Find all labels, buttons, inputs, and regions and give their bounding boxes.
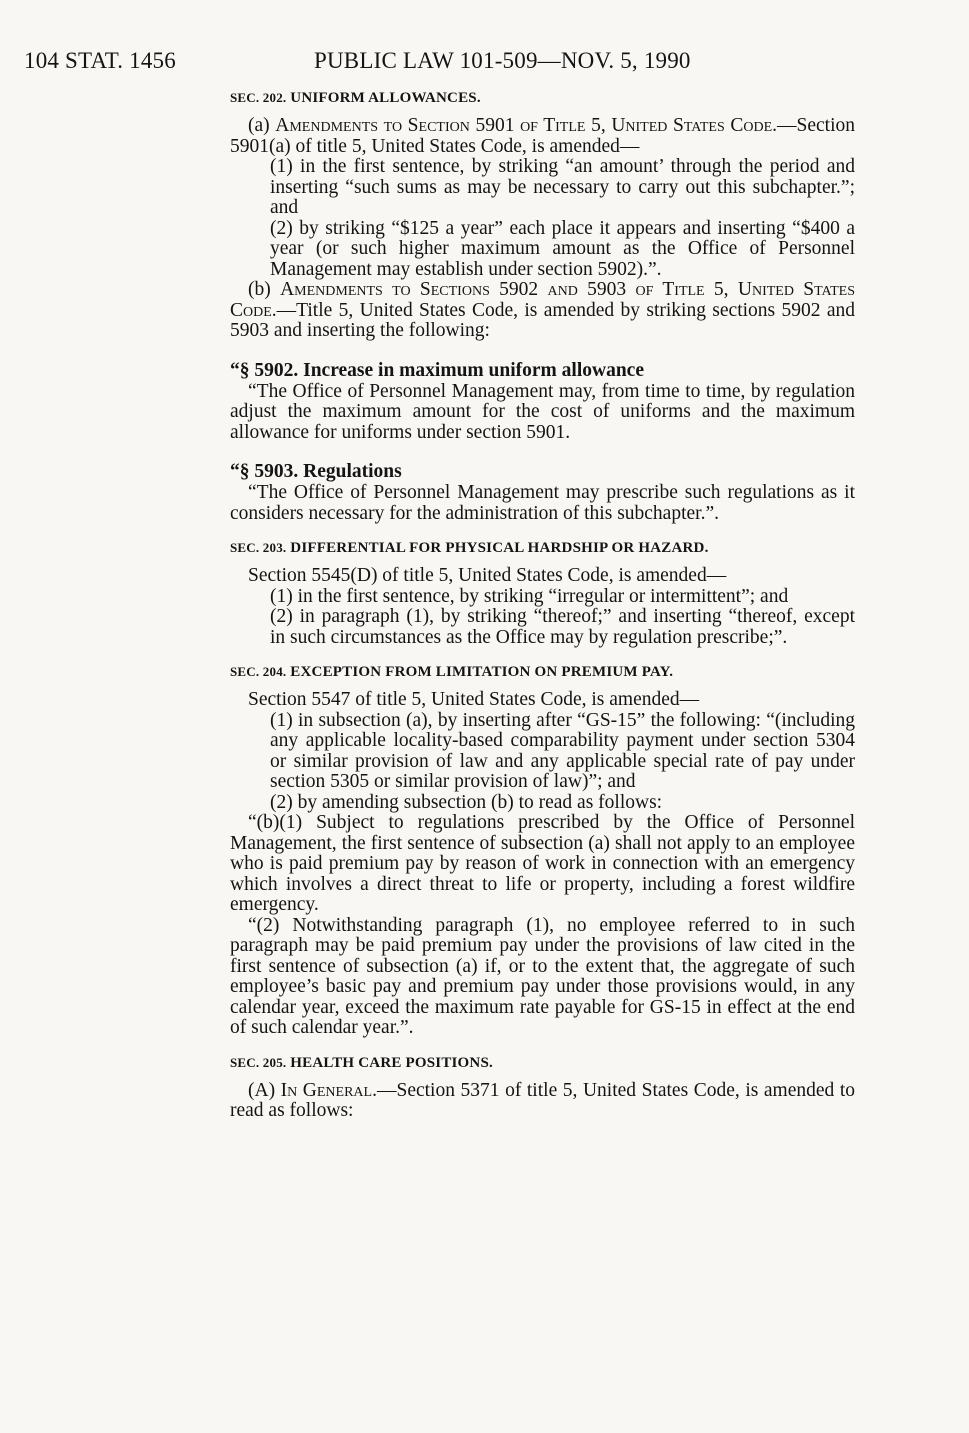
- paragraph: (2) in paragraph (1), by striking “thereof;” and inserting “thereof, except in such circumstances as the Office may by regulation prescribe;”.: [270, 606, 855, 648]
- section-number: SEC. 204.: [230, 664, 287, 679]
- quoted-subsection: “(b)(1) Subject to regulations prescribed by the Office of Personnel Management, the first sentence of subsection (a) shall not apply to an employee who is paid premium pay by reason of work in connection with an emergency which involves a direct threat to life or property, including a forest wildfire emergency.: [230, 812, 855, 915]
- section-heading-202: [230, 88, 855, 108]
- section-number: SEC. 205.: [230, 1054, 287, 1070]
- section-title: DIFFERENTIAL FOR PHYSICAL HARDSHIP OR HAZARD.: [290, 540, 709, 556]
- law-citation: PUBLIC LAW 101-509—NOV. 5, 1990: [314, 48, 691, 73]
- code-section-heading-5903: “§ 5903. Regulations: [230, 461, 402, 482]
- subsection-heading: Amendments to Sections 5902 and 5903 of Title 5, United States Code.: [230, 279, 855, 321]
- stat-citation: 104 STAT. 1456: [24, 48, 176, 73]
- subsection-a: (A) In General.—Section 5371 of title 5, United States Code, is amended to read as follows:: [230, 1079, 856, 1121]
- paragraph: (1) in the first sentence, by striking “irregular or intermittent”; and: [270, 585, 789, 607]
- section-heading-203: [230, 538, 855, 558]
- section-title: EXCEPTION FROM LIMITATION ON PREMIUM PAY.: [290, 664, 674, 680]
- paragraph: (1) in the first sentence, by striking “an amount’ through the period and inserting “such sums as may be necessary to carry out this subchapter.”; and: [270, 156, 855, 218]
- section-intro: Section 5545(D) of title 5, United States Code, is amended—: [248, 565, 727, 586]
- quoted-subsection: “(2) Notwithstanding paragraph (1), no employee referred to in such paragraph may be paid premium pay under the provisions of law cited in the first sentence of subsection (a) if, or to the extent that, the aggregate of such employee’s basic pay and premium pay under those provisions would, in any calendar year, exceed the maximum rate payable for GS-15 in effect at the end of such calendar year.”.: [230, 914, 855, 1038]
- code-section-heading-5902: “§ 5902. Increase in maximum uniform allowance: [230, 359, 644, 381]
- section-intro: Section 5547 of title 5, United States Code, is amended—: [248, 689, 700, 710]
- section-heading-205: [230, 1053, 855, 1073]
- paragraph: (2) by striking “$125 a year” each place it appears and inserting “$400 a year (or such higher maximum amount as the Office of Personnel Management may establish under section 5902).”.: [270, 217, 855, 280]
- section-title: HEALTH CARE POSITIONS.: [290, 1054, 493, 1071]
- subsection-b: (b) Amendments to Sections 5902 and 5903 of Title 5, United States Code.—Title 5, United States Code, is amended by striking sections 5902 and 5903 and inserting the following:: [230, 279, 855, 341]
- section-heading-204: [230, 662, 855, 682]
- subsection-heading: In General.: [280, 1079, 377, 1101]
- paragraph: (1) in subsection (a), by inserting after “GS-15” the following: “(including any applicable locality-based comparability payment under section 5304 or similar provision of law and any applicable special rate of pay under section 5305 or similar provision of law)”; and: [270, 709, 855, 792]
- paragraph: (2) by amending subsection (b) to read as follows:: [270, 791, 663, 813]
- code-section-text: “The Office of Personnel Management may prescribe such regulations as it considers necessary for the administration of this subchapter.”.: [230, 482, 855, 524]
- subsection-heading: Amendments to Section 5901 of Title 5, United States Code.: [275, 115, 777, 136]
- subsection-a: (a) Amendments to Section 5901 of Title 5, United States Code.—Section 5901(a) of title 5, United States Code, is amended—: [230, 115, 855, 157]
- section-number: SEC. 203.: [230, 540, 287, 555]
- document-body: [230, 88, 855, 1122]
- code-section-text: “The Office of Personnel Management may, from time to time, by regulation adjust the maximum amount for the cost of uniforms and the maximum allowance for uniforms under section 5901.: [230, 380, 855, 443]
- section-title: UNIFORM ALLOWANCES.: [290, 90, 481, 106]
- section-number: SEC. 202.: [230, 90, 287, 105]
